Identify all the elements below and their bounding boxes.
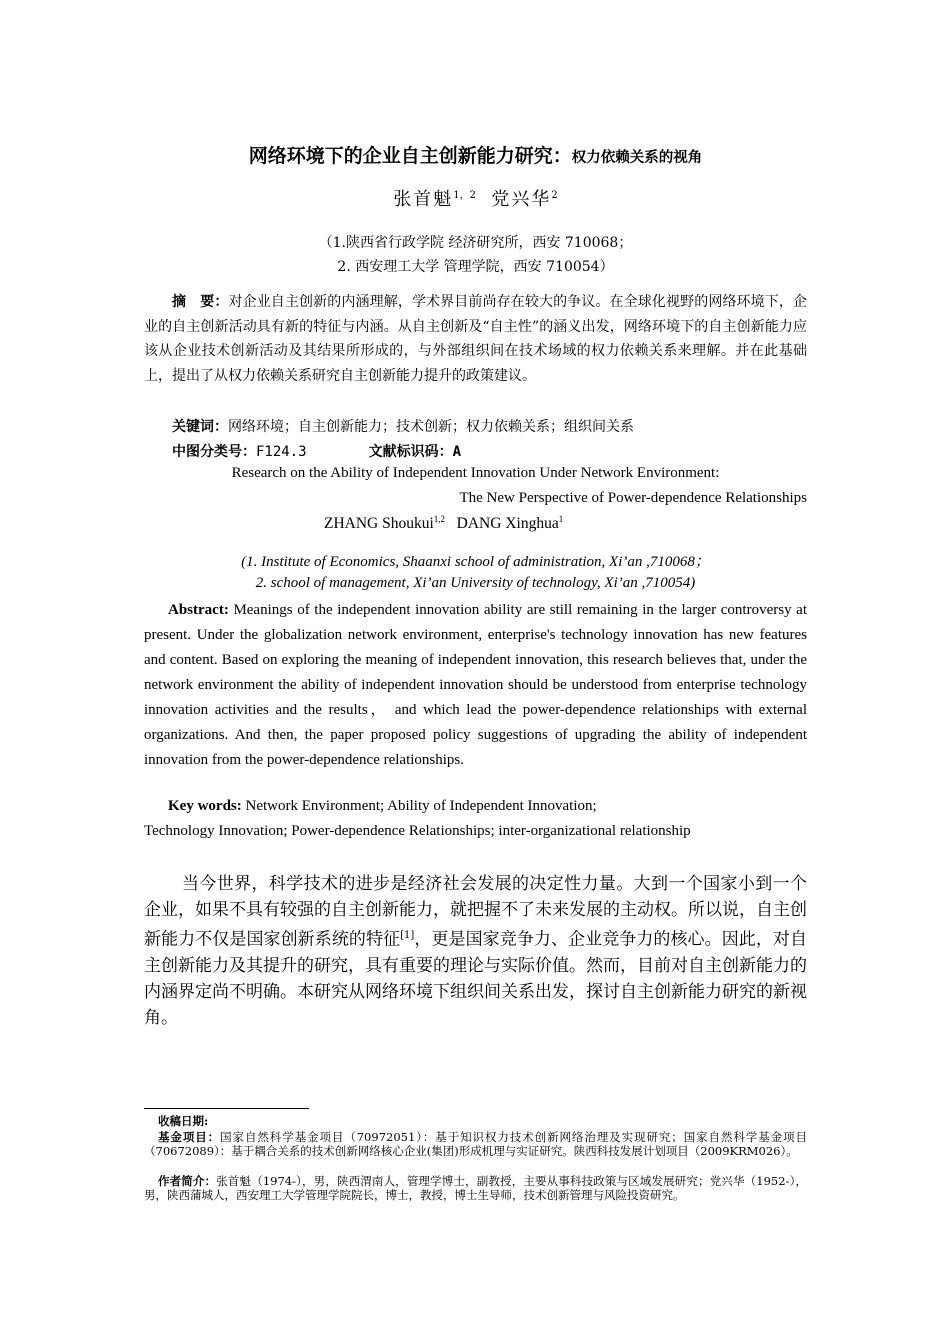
footnote-funding [144, 1130, 807, 1158]
footnote-author-bio [144, 1174, 807, 1202]
clc-label: 中图分类号： [172, 444, 256, 460]
classification-line [172, 441, 461, 461]
body-text-part-1: 当今世界，科学技术的进步是经济社会发展的决定性力量。大到一个国家小到一个企业，如果不具有较强的自主创新能力，就把握不了未来发展的主动权。所以说，自主创新能力不仅是国家创新系统的特征 [144, 874, 807, 950]
english-affiliation-2: 2. school of management, Xi’an University of technology, Xi’an ,710054) [255, 575, 696, 591]
english-author-1: ZHANG Shoukui [324, 515, 434, 533]
body-text-part-2: ，更是国家竞争力、企业竞争力的核心。因此，对自主创新能力及其提升的研究，具有重要的理论与实际价值。然而，目前对自主创新能力的内涵界定尚不明确。本研究从网络环境下组织间关系出发，探讨自主创新能力研究的新视角。 [144, 929, 808, 1028]
doc-code-label: 文献标识码： [368, 444, 453, 460]
english-abstract [144, 598, 807, 773]
affiliation-line-2: 2. 西安理工大学 管理学院，西安 710054） [337, 259, 614, 275]
funding-label: 基金项目： [158, 1130, 221, 1144]
footnote-separator [144, 1108, 309, 1109]
abstract-label: 摘 要： [172, 294, 229, 310]
english-title-line-1: Research on the Ability of Independent Innovation Under Network Environment: [231, 465, 720, 481]
english-abstract-label: Abstract: [168, 602, 229, 618]
english-affiliation-1: (1. Institute of Economics, Shaanxi school of administration, Xi’an ,710068； [241, 554, 710, 570]
title-subtitle: 权力依赖关系的视角 [571, 150, 703, 166]
english-keywords-line-2: Technology Innovation; Power-dependence Relationships; inter-organizational relationship [144, 823, 691, 839]
english-author-line [324, 514, 563, 533]
english-author-2-mark: 1 [558, 514, 564, 524]
body-paragraph [144, 871, 807, 1031]
abstract-text: 对企业自主创新的内涵理解，学术界目前尚存在较大的争议。在全球化视野的网络环境下，企业的自主创新活动具有新的特征与内涵。从自主创新及“自主性”的涵义出发，网络环境下的自主创新能力应该从企业技术创新活动及其结果所形成的，与外部组织间在技术场域的权力依赖关系来理解。并在此基础上，提出了从权力依赖关系研究自主创新能力提升的政策建议。 [144, 294, 808, 384]
title-main: 网络环境下的企业自主创新能力研究： [248, 145, 572, 167]
keywords-label: 关键词： [172, 419, 228, 435]
author-bio-text: 张首魁（1974-），男，陕西渭南人，管理学博士，副教授，主要从事科技政策与区域发展研究；党兴华（1952-），男，陕西蒲城人，西安理工大学管理学院院长，博士，教授，博士生导师，技术创新管理与风险投资研究。 [144, 1174, 807, 1202]
author-1-name: 张首魁 [393, 189, 454, 210]
doc-code-value: A [452, 444, 462, 460]
footnote-received [158, 1114, 807, 1128]
keywords-text: 网络环境；自主创新能力；技术创新；权力依赖关系；组织间关系 [228, 419, 634, 435]
author-1-affil-mark: 1，2 [453, 190, 476, 201]
english-keywords-text-1: Network Environment; Ability of Independent Innovation; [245, 798, 597, 814]
english-keywords-label: Key words: [168, 798, 242, 814]
funding-text: 国家自然科学基金项目（70972051）：基于知识权力技术创新网络治理及实现研究；国家自然科学基金项目（70672089）：基于耦合关系的技术创新网络核心企业(集团)形成机理与实证研究。陕西科技发展计划项目（2009KRM026）。 [144, 1130, 807, 1158]
citation-1: [1] [400, 930, 415, 941]
affiliation-line-1: （1.陕西省行政学院 经济研究所，西安 710068； [318, 235, 633, 251]
chinese-abstract [144, 290, 807, 388]
author-line [144, 185, 807, 211]
author-2-name: 党兴华 [491, 189, 552, 210]
english-abstract-text: Meanings of the independent innovation ability are still remaining in the larger controversy at present. Under the globalization network environment, enterprise's technology innovation has new features and content. Based on exploring the meaning of independent innovation, this research believes that, under the network environment the ability of independent innovation should be understood from enterprise technology innovation activities and the results， and which lead the power-dependence relationships with external organizations. And then, the paper proposed policy suggestions of upgrading the ability of independent innovation from the power-dependence relationships. [144, 602, 807, 768]
english-keywords-line-1 [168, 798, 597, 815]
clc-value: F124.3 [256, 444, 307, 460]
keywords-cn [172, 416, 634, 436]
english-author-2: DANG Xinghua [456, 515, 559, 533]
english-title-line-2: The New Perspective of Power-dependence Relationships [459, 490, 807, 506]
author-bio-label: 作者简介： [158, 1174, 217, 1188]
author-2-affil-mark: 2 [551, 190, 558, 201]
paper-title [144, 141, 807, 168]
english-author-1-mark: 1,2 [433, 514, 446, 524]
received-label: 收稿日期: [158, 1114, 209, 1128]
